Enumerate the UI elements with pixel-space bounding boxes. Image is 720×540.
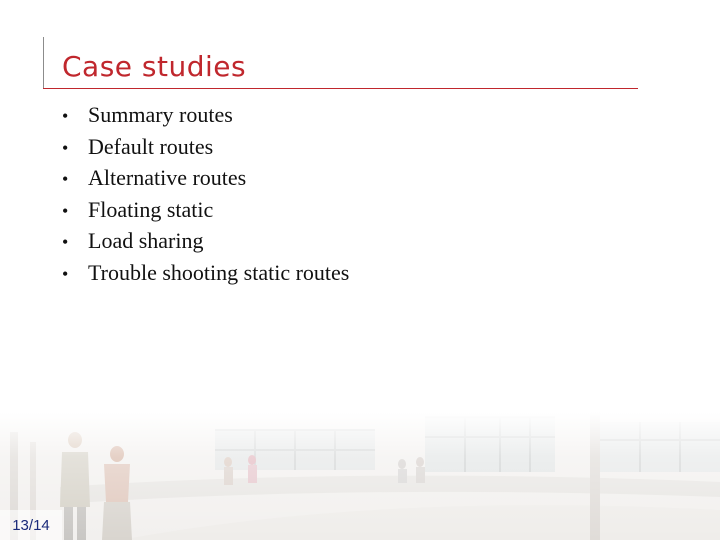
slide-title: Case studies (62, 50, 247, 83)
bullet-text: Summary routes (88, 102, 233, 127)
bullet-text: Load sharing (88, 228, 204, 254)
bullet-text: Alternative routes (88, 165, 247, 191)
bullet-text: Floating static (88, 196, 214, 222)
bullet-item (62, 134, 349, 166)
bullet-list (62, 102, 349, 292)
bullet-icon: • (62, 137, 69, 158)
page-number: 13/14 (0, 510, 62, 540)
background-photo (0, 412, 720, 540)
bullet-icon: • (62, 232, 69, 253)
bullet-item (62, 165, 349, 197)
bullet-text: Default routes (88, 133, 214, 159)
bullet-item (62, 260, 349, 292)
bullet-text: Trouble shooting static routes (88, 259, 350, 285)
title-underline (43, 88, 638, 89)
bullet-icon: • (62, 263, 69, 284)
bullet-icon: • (62, 106, 69, 126)
bullet-item (62, 102, 349, 134)
bullet-icon: • (62, 200, 69, 221)
bullet-item (62, 228, 349, 260)
bullet-icon: • (62, 169, 69, 190)
bullet-item (62, 197, 349, 229)
title-vertical-rule (43, 37, 44, 89)
